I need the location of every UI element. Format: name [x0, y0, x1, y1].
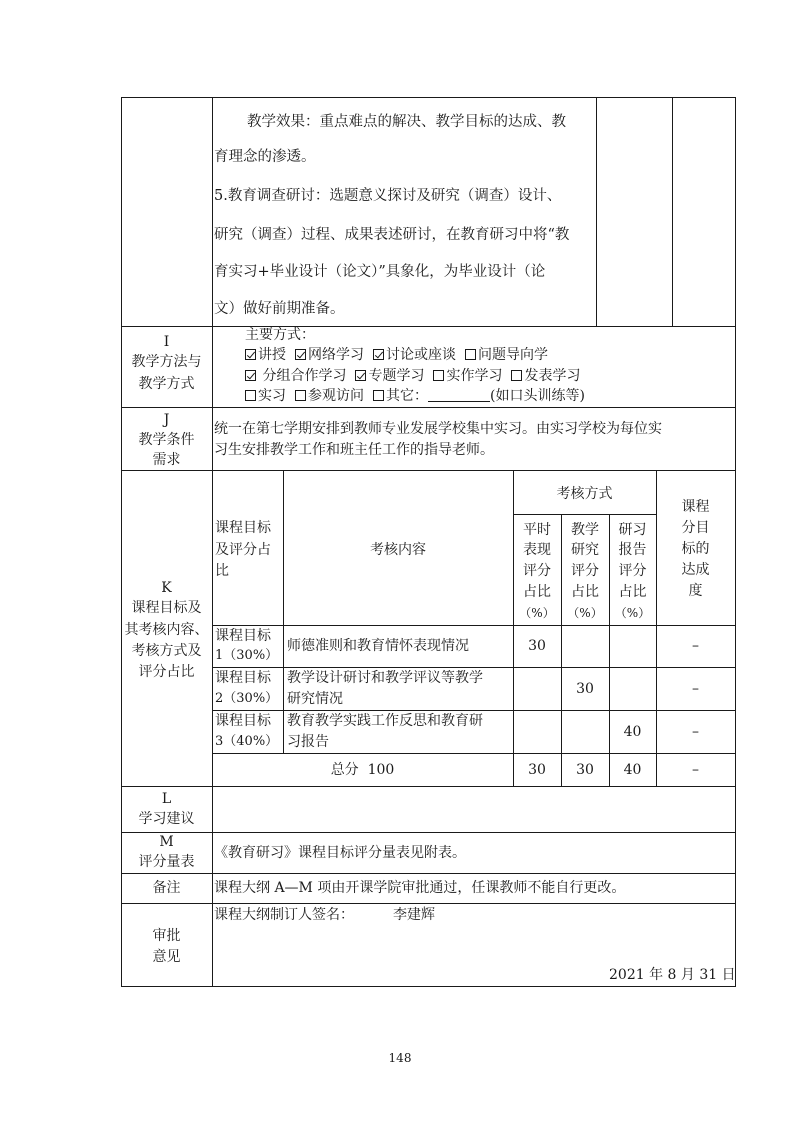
k-col-goal-3: 比 [215, 563, 229, 579]
section-i-label-1: 教学方法与 [131, 354, 202, 370]
checkbox-topic-learning[interactable] [355, 370, 366, 381]
checkbox-online-learning[interactable] [295, 349, 306, 360]
top-text-line-4: 研究（调查）过程、成果表述研讨，在教育研习中将“教 [214, 227, 570, 243]
checkbox-internship[interactable] [245, 390, 256, 401]
checkbox-presentation-learning[interactable] [511, 370, 522, 381]
k-row3-goal-2: 3（40%） [215, 734, 279, 749]
section-j-label-2: 需求 [152, 452, 181, 468]
option-problem: 问题导向学 [465, 345, 548, 365]
k-row1-content: 师德准则和教育情怀表现情况 [287, 638, 469, 654]
k-row1-v1: 30 [528, 638, 546, 654]
section-i-label-2: 教学方式 [138, 376, 195, 392]
k-sub1-line5: （%） [519, 606, 555, 620]
section-j-label-1: 教学条件 [138, 432, 195, 448]
k-sub3-line5: （%） [614, 606, 651, 620]
top-text-line-3: 5.教育调查研讨：选题意义探讨及研究（调查）设计、 [214, 188, 562, 204]
section-k-code: K [161, 580, 172, 596]
signer-label: 课程大纲制订人签名： [214, 907, 354, 923]
k-sub1-line2: 表现 [523, 542, 551, 558]
k-total-v2: 30 [576, 762, 594, 778]
k-col-content: 考核内容 [370, 542, 426, 558]
checkbox-practice-learning[interactable] [433, 370, 444, 381]
k-sub3-line4: 占比 [618, 584, 647, 600]
k-row3-content-1: 教育教学实践工作反思和教育研 [287, 713, 483, 729]
k-row2-v2: 30 [576, 681, 594, 697]
k-col-goal-2: 及评分占 [215, 542, 271, 558]
k-total-v1: 30 [528, 762, 546, 778]
k-col-achieve-3: 标的 [681, 541, 710, 557]
approval-date: 2021 年 8 月 31 日 [609, 967, 736, 983]
k-row3-goal-1: 课程目标 [215, 713, 271, 729]
k-sub1-line3: 评分 [523, 563, 551, 579]
top-text-line-6: 文）做好前期准备。 [214, 301, 345, 317]
section-m-content: 《教育研习》课程目标评分量表见附表。 [214, 845, 466, 861]
k-row2-goal-1: 课程目标 [215, 670, 271, 686]
k-row1-goal-1: 课程目标 [215, 628, 271, 644]
section-j-text-2: 习生安排教学工作和班主任工作的指导老师。 [214, 442, 494, 458]
k-sub1-line1: 平时 [523, 522, 551, 538]
checkbox-discussion[interactable] [373, 349, 384, 360]
k-row3-v3: 40 [623, 724, 642, 740]
section-i-code: I [163, 334, 170, 350]
approve-label-2: 意见 [152, 949, 181, 965]
k-col-achieve-2: 分目 [681, 520, 710, 536]
section-m-label: 评分量表 [138, 854, 195, 870]
k-sub3-line2: 报告 [618, 542, 647, 558]
note-label: 备注 [152, 880, 181, 896]
methods-row-2: 分组合作学习 专题学习 实作学习 发表学习 [245, 366, 589, 386]
k-sub2-line4: 占比 [571, 584, 599, 600]
section-k-label-1: 课程目标及 [131, 600, 202, 616]
signer-name: 李建辉 [393, 907, 435, 923]
k-col-achieve-4: 达成 [681, 562, 710, 578]
k-row2-content-2: 研究情况 [287, 691, 343, 707]
table-border-bottom [121, 986, 736, 987]
section-m-code: M [159, 834, 174, 850]
other-blank-field[interactable] [428, 388, 490, 402]
k-row2-achieve: – [692, 681, 699, 697]
k-row1-goal-2: 1（30%） [215, 648, 279, 663]
k-sub3-line1: 研习 [618, 522, 647, 538]
option-lecture: 讲授 [245, 345, 286, 365]
top-text-line-2: 育理念的渗透。 [214, 149, 316, 165]
section-k-label-3: 考核方式及 [131, 643, 202, 659]
section-l-code: L [161, 791, 172, 807]
section-j-text-1: 统一在第七学期安排到教师专业发展学校集中实习。由实习学校为每位实 [214, 421, 662, 437]
option-discussion: 讨论或座谈 [373, 345, 456, 365]
table-border-top [121, 97, 736, 98]
table-border-right [735, 97, 736, 987]
k-sub2-line1: 教学 [571, 522, 599, 538]
k-total-achieve: – [692, 762, 699, 778]
option-online: 网络学习 [295, 345, 364, 365]
methods-heading: 主要方式： [245, 327, 315, 343]
k-total-label: 总分 100 [330, 762, 395, 778]
k-col-method: 考核方式 [556, 486, 613, 502]
section-k-label-2: 其考核内容、 [124, 622, 209, 638]
methods-row-3: 实习 参观访问 其它： (如口头训练等) [245, 386, 585, 406]
section-k-label-4: 评分占比 [138, 664, 195, 680]
k-col-achieve-5: 度 [688, 583, 703, 599]
k-sub2-line2: 研究 [571, 542, 599, 558]
k-row3-content-2: 习报告 [287, 734, 329, 750]
note-content: 课程大纲 A—M 项由开课学院审批通过，任课教师不能自行更改。 [214, 880, 626, 896]
checkbox-lecture[interactable] [245, 349, 256, 360]
checkbox-other[interactable] [373, 390, 384, 401]
section-l-label: 学习建议 [138, 811, 195, 827]
checkbox-problem-oriented[interactable] [465, 349, 476, 360]
checkbox-visit[interactable] [295, 390, 306, 401]
top-text-line-1: 教学效果：重点难点的解决、教学目标的达成、教 [247, 114, 566, 130]
k-row3-achieve: – [692, 724, 699, 740]
checkbox-group-learning[interactable] [245, 370, 256, 381]
k-sub2-line5: （%） [567, 606, 603, 620]
k-total-v3: 40 [623, 762, 642, 778]
approve-label-1: 审批 [152, 928, 181, 944]
k-row1-achieve: – [692, 638, 699, 654]
page-number: 148 [388, 1051, 412, 1065]
k-sub2-line3: 评分 [571, 563, 599, 579]
label-column-divider [212, 97, 213, 987]
k-col-achieve-1: 课程 [681, 499, 710, 515]
section-j-code: J [163, 412, 170, 428]
k-col-goal-1: 课程目标 [215, 520, 271, 536]
k-row2-goal-2: 2（30%） [215, 691, 279, 706]
top-text-line-5: 育实习+毕业设计（论文）”具象化，为毕业设计（论 [214, 264, 546, 280]
k-sub3-line3: 评分 [618, 563, 647, 579]
methods-row-1 [245, 345, 557, 365]
k-sub1-line4: 占比 [523, 584, 551, 600]
k-row2-content-1: 教学设计研讨和教学评议等教学 [287, 670, 483, 686]
